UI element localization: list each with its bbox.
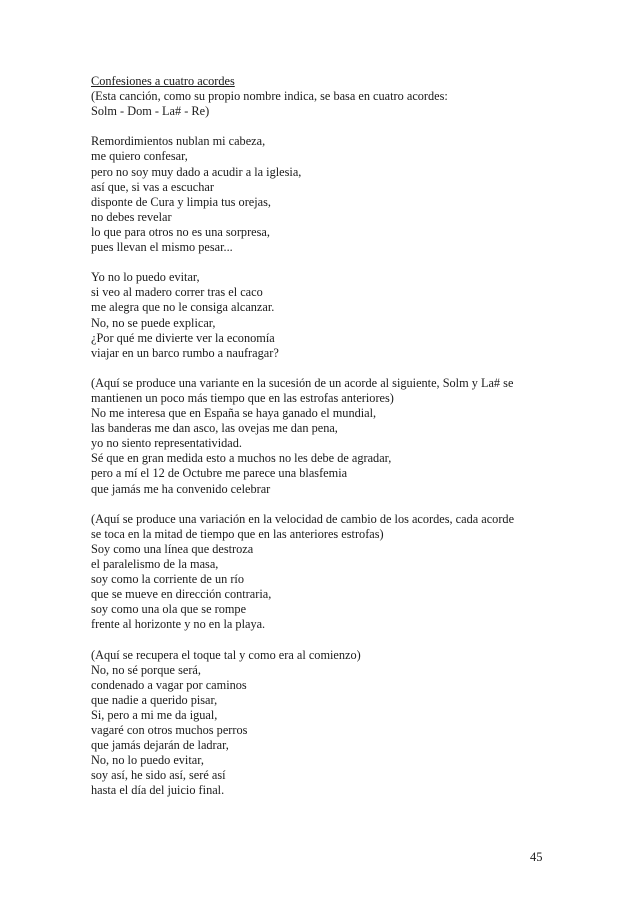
verse-line: No, no se puede explicar,: [91, 315, 216, 330]
verse-line: pero no soy muy dado a acudir a la iglesia,: [91, 164, 302, 179]
verse-line: Si, pero a mi me da igual,: [91, 707, 218, 722]
chord-note-line: (Aquí se produce una variante en la sucesión de un acorde al siguiente, Solm y La# se: [91, 375, 514, 390]
verse-line: Yo no lo puedo evitar,: [91, 270, 200, 285]
verse-line: Remordimientos nublan mi cabeza,: [91, 134, 266, 149]
verse-line: que jamás me ha convenido celebrar: [91, 481, 271, 496]
verse-line: frente al horizonte y no en la playa.: [91, 617, 266, 632]
verse-line: disponte de Cura y limpia tus orejas,: [91, 194, 271, 209]
stanza-gap: [91, 255, 561, 270]
intro-line: Solm - Dom - La# - Re): [91, 104, 210, 119]
stanza-gap: [91, 361, 561, 376]
stanza-gap: [91, 497, 561, 512]
song-text: [91, 74, 561, 799]
verse-line: que jamás dejarán de ladrar,: [91, 738, 229, 753]
verse-line: condenado a vagar por caminos: [91, 677, 247, 692]
verse-line: No me interesa que en España se haya ganado el mundial,: [91, 406, 377, 421]
stanza-gap: [91, 632, 561, 647]
chord-note-line: (Aquí se recupera el toque tal y como era al comienzo): [91, 647, 361, 662]
verse-line: que nadie a querido pisar,: [91, 692, 218, 707]
verse-line: soy así, he sido así, seré así: [91, 768, 226, 783]
verse-line: hasta el día del juicio final.: [91, 783, 225, 798]
intro-line: (Esta canción, como su propio nombre indica, se basa en cuatro acordes:: [91, 89, 448, 104]
verse-line: que se mueve en dirección contraria,: [91, 587, 272, 602]
verse-line: soy como la corriente de un río: [91, 572, 244, 587]
verse-line: me quiero confesar,: [91, 149, 188, 164]
verse-line: pues llevan el mismo pesar...: [91, 240, 233, 255]
verse-line: las banderas me dan asco, las ovejas me dan pena,: [91, 421, 338, 436]
verse-line: el paralelismo de la masa,: [91, 557, 219, 571]
chord-note-line: (Aquí se produce una variación en la velocidad de cambio de los acordes, cada acorde: [91, 511, 515, 526]
verse-line: No, no lo puedo evitar,: [91, 753, 204, 768]
page-number: 45: [530, 850, 543, 864]
chord-note-line: se toca en la mitad de tiempo que en las anteriores estrofas): [91, 526, 384, 541]
song-title: Confesiones a cuatro acordes: [91, 74, 235, 88]
verse-line: si veo al madero correr tras el caco: [91, 285, 263, 300]
verse-line: vagaré con otros muchos perros: [91, 723, 248, 738]
verse-line: lo que para otros no es una sorpresa,: [91, 224, 270, 239]
verse-line: yo no siento representatividad.: [91, 436, 242, 451]
verse-line: viajar en un barco rumbo a naufragar?: [91, 345, 279, 360]
verse-line: soy como una ola que se rompe: [91, 602, 247, 617]
stanza-gap: [91, 119, 561, 134]
verse-line: así que, si vas a escuchar: [91, 179, 214, 194]
verse-line: me alegra que no le consiga alcanzar.: [91, 300, 275, 315]
verse-line: No, no sé porque será,: [91, 662, 201, 677]
verse-line: no debes revelar: [91, 209, 172, 224]
verse-line: Soy como una línea que destroza: [91, 541, 254, 556]
chord-note-line: mantienen un poco más tiempo que en las estrofas anteriores): [91, 390, 394, 405]
verse-line: ¿Por qué me divierte ver la economía: [91, 330, 275, 345]
verse-line: pero a mí el 12 de Octubre me parece una blasfemia: [91, 466, 348, 481]
verse-line: Sé que en gran medida esto a muchos no les debe de agradar,: [91, 451, 392, 466]
